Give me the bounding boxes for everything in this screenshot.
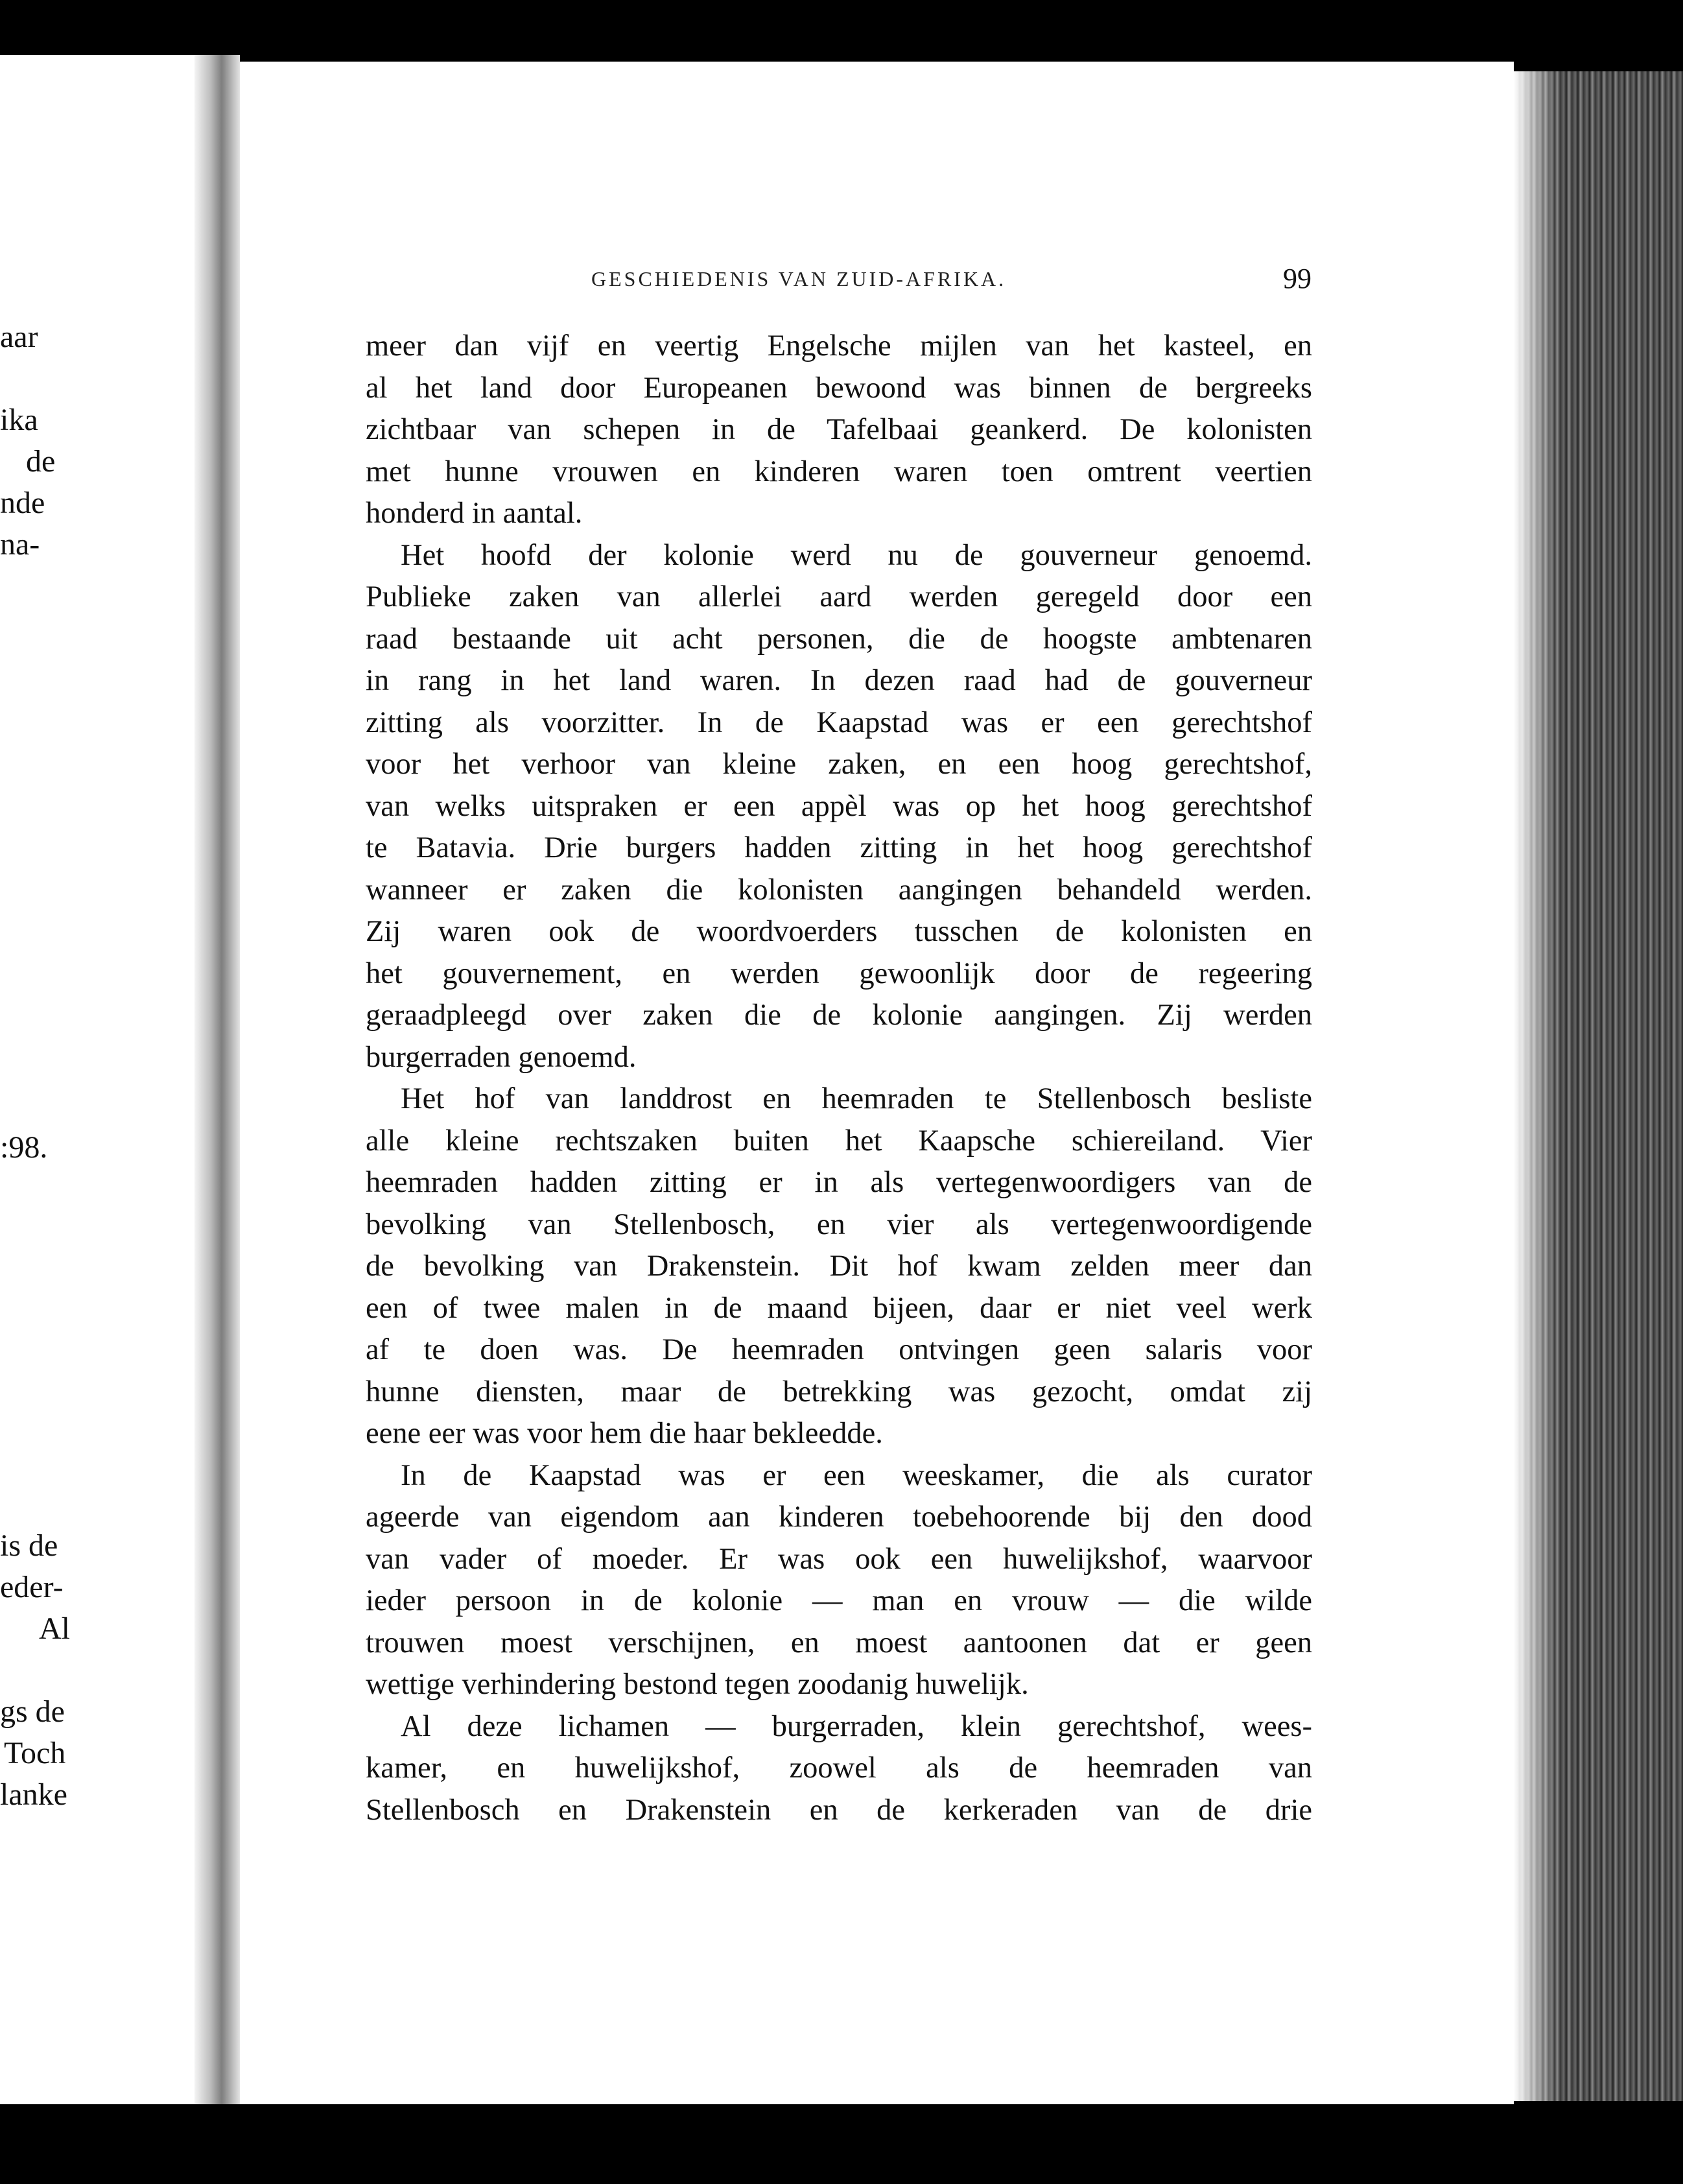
left-page-fragment: eder-: [0, 1570, 64, 1604]
left-page-fragment: Al: [39, 1611, 70, 1646]
text-line: ieder persoon in de kolonie — man en vrouw — die wilde: [366, 1584, 1312, 1617]
left-page-fragment: aar: [0, 320, 38, 354]
book-gutter: [194, 55, 240, 2104]
text-line: geraadpleegd over zaken die de kolonie aangingen. Zij werden: [366, 999, 1312, 1032]
text-line: met hunne vrouwen en kinderen waren toen omtrent veertien: [366, 455, 1312, 488]
left-page-fragment: de: [26, 444, 56, 479]
text-line: zichtbaar van schepen in de Tafelbaai geankerd. De kolonisten: [366, 413, 1312, 446]
left-page-fragment: lanke: [0, 1777, 67, 1812]
text-line: van welks uitspraken er een appèl was op het hoog gerechtshof: [366, 789, 1312, 823]
text-line: al het land door Europeanen bewoond was binnen de bergreeks: [366, 371, 1312, 405]
text-line: Het hof van landdrost en heemraden te Stellenbosch besliste: [401, 1082, 1312, 1115]
text-line: bevolking van Stellenbosch, en vier als vertegenwoordigende: [366, 1207, 1312, 1241]
left-page-fragment: Toch: [4, 1736, 66, 1770]
text-line: de bevolking van Drakenstein. Dit hof kwam zelden meer dan: [366, 1250, 1312, 1283]
text-line: een of twee malen in de maand bijeen, daar er niet veel werk: [366, 1291, 1312, 1325]
left-page-fragment: gs de: [0, 1694, 65, 1729]
text-line: raad bestaande uit acht personen, die de hoogste ambtenaren: [366, 622, 1312, 656]
text-line: hunne diensten, maar de betrekking was gezocht, omdat zij: [366, 1375, 1312, 1408]
text-line: wettige verhindering bestond tegen zoodanig huwelijk.: [366, 1668, 1029, 1701]
page-header: [355, 259, 1312, 298]
text-line: ageerde van eigendom aan kinderen toebehoorende bij den dood: [366, 1501, 1312, 1534]
text-line: voor het verhoor van kleine zaken, en een hoog gerechtshof,: [366, 748, 1312, 781]
text-line: burgerraden genoemd.: [366, 1040, 637, 1074]
text-line: meer dan vijf en veertig Engelsche mijlen van het kasteel, en: [366, 329, 1312, 362]
text-line: eene eer was voor hem die haar bekleedde.: [366, 1417, 883, 1450]
text-line: In de Kaapstad was er een weeskamer, die als curator: [401, 1458, 1312, 1492]
text-line: het gouvernement, en werden gewoonlijk door de regeering: [366, 956, 1312, 990]
text-line: van vader of moeder. Er was ook een huwelijkshof, waarvoor: [366, 1542, 1312, 1576]
text-line: af te doen was. De heemraden ontvingen geen salaris voor: [366, 1333, 1312, 1366]
text-line: heemraden hadden zitting er in als vertegenwoordigers van de: [366, 1166, 1312, 1199]
text-line: Stellenbosch en Drakenstein en de kerkeraden van de drie: [366, 1793, 1312, 1827]
left-facing-page: [0, 55, 194, 2104]
body-text: [366, 326, 1312, 1831]
page-edge-shadow: [1514, 71, 1559, 2101]
text-line: trouwen moest verschijnen, en moest aantoonen dat er geen: [366, 1626, 1312, 1659]
left-page-fragment: is de: [0, 1528, 58, 1563]
text-line: te Batavia. Drie burgers hadden zitting in het hoog gerechtshof: [366, 831, 1312, 864]
text-line: wanneer er zaken die kolonisten aangingen behandeld werden.: [366, 873, 1312, 907]
left-page-fragment: nde: [0, 486, 45, 520]
page-number: 99: [1283, 263, 1312, 294]
text-line: Het hoofd der kolonie werd nu de gouverneur genoemd.: [401, 538, 1312, 572]
text-line: Al deze lichamen — burgerraden, klein gerechtshof, wees-: [401, 1709, 1312, 1743]
text-line: Zij waren ook de woordvoerders tusschen de kolonisten en: [366, 915, 1312, 948]
text-line: kamer, en huwelijkshof, zoowel als de heemraden van: [366, 1751, 1312, 1785]
text-line: zitting als voorzitter. In de Kaapstad was er een gerechtshof: [366, 706, 1312, 739]
running-title: GESCHIEDENIS VAN ZUID-AFRIKA.: [591, 267, 1007, 291]
text-line: in rang in het land waren. In dezen raad had de gouverneur: [366, 664, 1312, 697]
text-line: honderd in aantal.: [366, 497, 583, 530]
left-page-fragment: ika: [0, 403, 38, 437]
left-page-fragment: :98.: [0, 1130, 48, 1165]
text-line: Publieke zaken van allerlei aard werden geregeld door een: [366, 580, 1312, 613]
text-line: alle kleine rechtszaken buiten het Kaapsche schiereiland. Vier: [366, 1124, 1312, 1157]
left-page-fragment: na-: [0, 527, 40, 562]
